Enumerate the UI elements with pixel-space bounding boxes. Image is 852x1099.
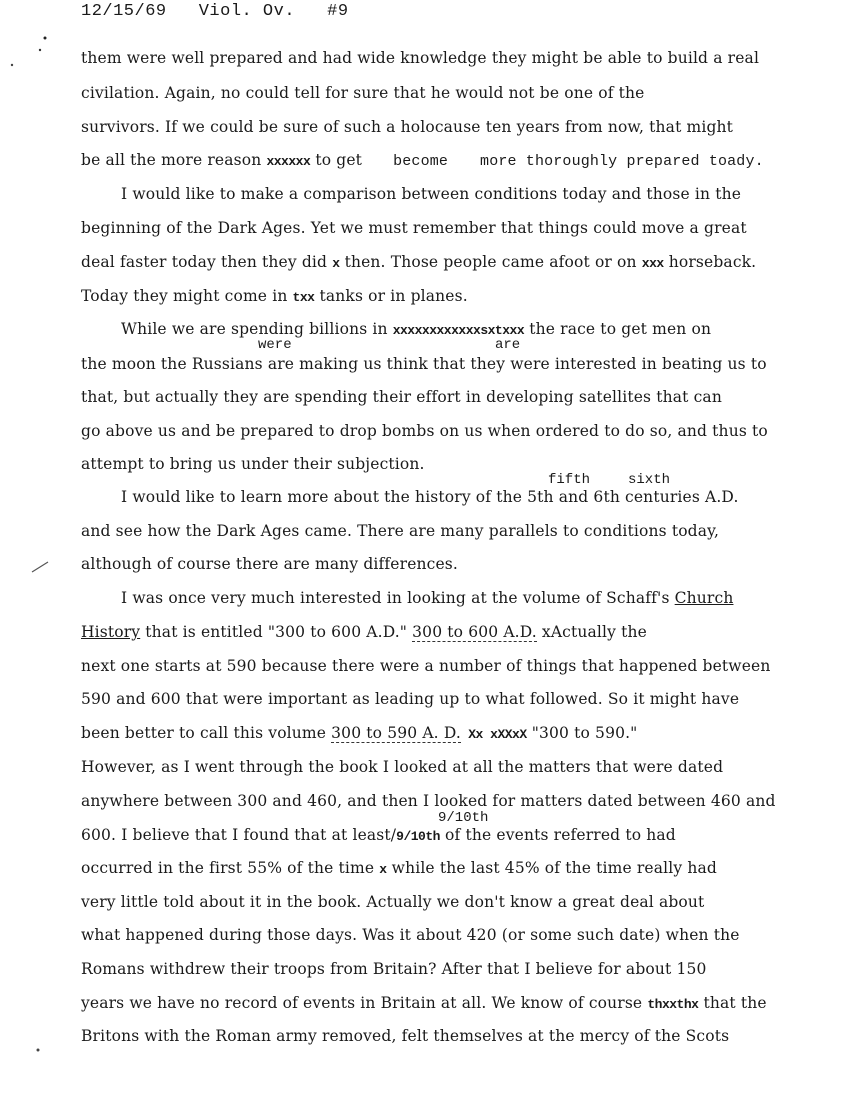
text-line: been better to call this volume 300 to 590 A. D. Xx xXXxX "300 to 590." <box>81 724 638 742</box>
strikeout-text: 9/10th <box>396 829 440 844</box>
text-line: beginning of the Dark Ages. Yet we must remember that things could move a great <box>81 219 747 237</box>
interlinear-insert: sixth <box>628 472 671 488</box>
text-line: and see how the Dark Ages came. There are many parallels to conditions today, <box>81 522 720 540</box>
text-line: I was once very much interested in looking at the volume of Schaff's Church <box>121 589 734 607</box>
text-line: deal faster today then they did x then. Those people came afoot or on xxx horseback. <box>81 253 757 271</box>
text-line: next one starts at 590 because there were a number of things that happened between <box>81 657 771 675</box>
underlined-title: Church <box>674 589 734 607</box>
strikeout-text: txx <box>292 290 315 305</box>
interlinear-insert: were <box>258 337 292 353</box>
interlinear-insert: are <box>495 337 521 353</box>
strikeout-text: xxxxxxxxxxxxsxtxxx <box>392 323 525 338</box>
speck <box>39 49 41 51</box>
text-line: years we have no record of events in Britain at all. We know of course thxxthx that the <box>81 994 767 1012</box>
page-header: 12/15/69 Viol. Ov. #9 <box>81 2 349 21</box>
text-line: survivors. If we could be sure of such a holocause ten years from now, that might <box>81 118 734 136</box>
text-line: Romans withdrew their troops from Britain? After that I believe for about 150 <box>81 960 707 978</box>
text-line: 590 and 600 that were important as leading up to what followed. So it might have <box>81 690 740 708</box>
text-line: be all the more reason xxxxxx to get become more thoroughly prepared toady. <box>81 151 764 170</box>
strikeout-text: x <box>332 256 340 271</box>
margin-speck-marks <box>0 0 80 1099</box>
text-line: However, as I went through the book I looked at all the matters that were dated <box>81 758 724 776</box>
text-line: although of course there are many differences. <box>81 555 458 573</box>
dashed-underline-text: 300 to 590 A. D. <box>331 724 461 742</box>
strikeout-text: Xx xXXxX <box>460 727 527 742</box>
underlined-title: History <box>81 623 141 641</box>
strikeout-text: xxxxxx <box>266 154 311 169</box>
text-line: Today they might come in txx tanks or in planes. <box>81 287 468 305</box>
strikeout-text: x <box>379 862 387 877</box>
text-line: that, but actually they are spending their effort in developing satellites that can <box>81 388 722 406</box>
text-line: I would like to learn more about the history of the 5th and 6th centuries A.D. <box>121 488 739 506</box>
strikeout-text: xxx <box>641 256 664 271</box>
dashed-underline-text: 300 to 600 A.D. <box>412 623 537 641</box>
speck <box>11 64 13 66</box>
text-line: go above us and be prepared to drop bombs on us when ordered to do so, and thus to <box>81 422 768 440</box>
text-line: occurred in the first 55% of the time x while the last 45% of the time really had <box>81 859 717 877</box>
text-line: While we are spending billions in xxxxxxxxxxxxsxtxxx the race to get men on <box>121 320 712 338</box>
text-line: civilation. Again, no could tell for sure that he would not be one of the <box>81 84 645 102</box>
text-line: the moon the Russians are making us think that they were interested in beating us to <box>81 355 767 373</box>
speck <box>37 1049 40 1052</box>
text-line: what happened during those days. Was it about 420 (or some such date) when the <box>81 926 740 944</box>
text-line: anywhere between 300 and 460, and then I looked for matters dated between 460 and <box>81 792 776 810</box>
text-line: I would like to make a comparison between conditions today and those in the <box>121 185 742 203</box>
interlinear-insert: 9/10th <box>438 810 489 826</box>
text-line: 600. I believe that I found that at least/9/10th of the events referred to had <box>81 826 676 844</box>
text-line: History that is entitled "300 to 600 A.D." 300 to 600 A.D. xActually the <box>81 623 647 641</box>
speck <box>44 37 47 40</box>
text-line: attempt to bring us under their subjection. <box>81 455 425 473</box>
text-line: Britons with the Roman army removed, felt themselves at the mercy of the Scots <box>81 1027 730 1045</box>
speck <box>32 562 48 572</box>
strikeout-text: thxxthx <box>647 997 699 1012</box>
interlinear-insert: fifth <box>548 472 591 488</box>
text-line: them were well prepared and had wide knowledge they might be able to build a real <box>81 49 760 67</box>
text-line: very little told about it in the book. Actually we don't know a great deal about <box>81 893 705 911</box>
